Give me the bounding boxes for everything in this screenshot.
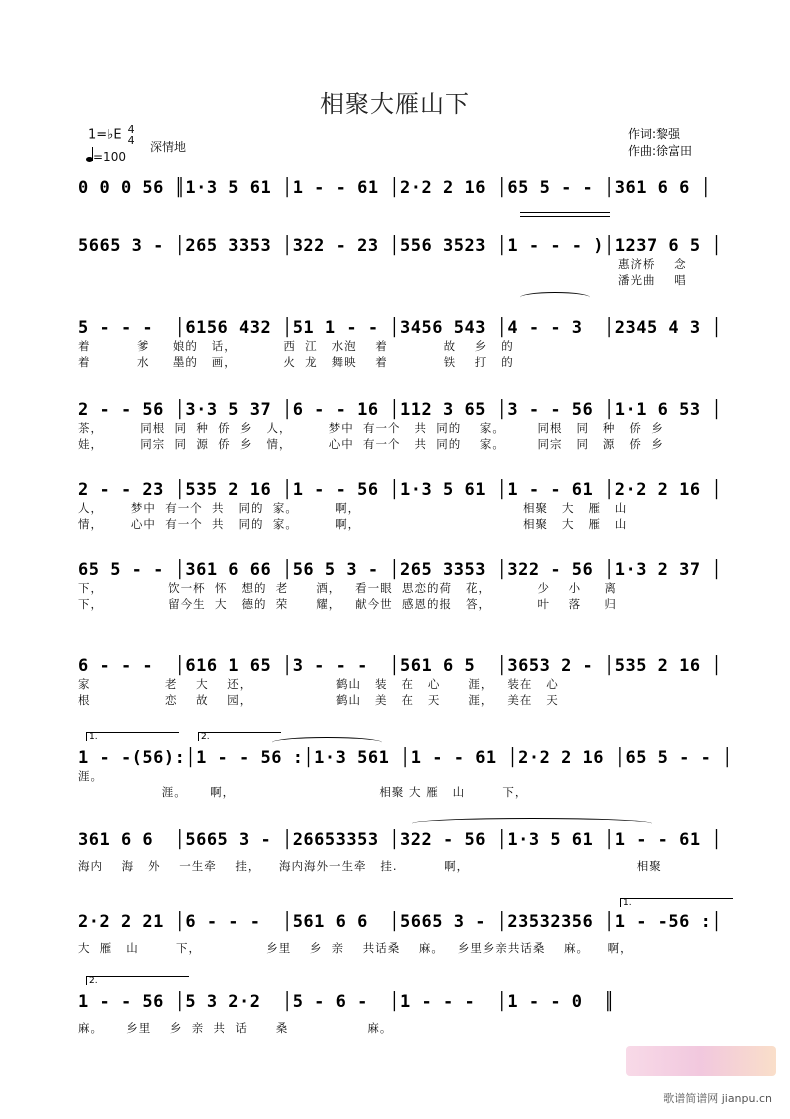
lyricist: 作词:黎强	[628, 127, 681, 141]
lyrics-verse-1: 着 爹 娘的 话， 西 江 水泡 着 故 乡 的	[78, 339, 514, 353]
second-ending: 2.	[198, 732, 281, 741]
key-label: 1=	[88, 127, 108, 143]
staff-line-5	[78, 480, 728, 532]
lyrics-verse-2: 着 水 墨的 画， 火 龙 舞映 着 铁 打 的	[78, 355, 514, 369]
lyrics-verse-2: 根 恋 故 园， 鹤山 美 在 天 涯， 美在 天	[78, 693, 559, 707]
staff-line-4	[78, 400, 728, 452]
first-ending: 1.	[86, 732, 179, 741]
time-signature	[128, 124, 135, 146]
lyrics: 海内 海 外 一生牵 挂， 海内海外一生牵 挂. 啊， 相聚	[78, 859, 662, 873]
lyrics-verse-2: 潘光曲 唱	[618, 273, 687, 287]
time-bottom: 4	[127, 134, 135, 147]
tempo-value: =100	[93, 150, 126, 164]
staff-line-6	[78, 560, 728, 612]
lyrics-verse-1: 茶， 同根 同 种 侨 乡 人， 梦中 有一个 共 同的 家。 同根 同 种 侨 乡	[78, 421, 664, 435]
notes: 5665 3 - │265 3353 │322 - 23 │556 3523 │1 - - - )│1237 6 5 │	[78, 236, 723, 256]
staff-line-11	[78, 992, 728, 1036]
lyrics-verse-2: 情， 心中 有一个 共 同的 家。 啊， 相聚 大 雁 山	[78, 517, 628, 531]
site-logo	[626, 1046, 776, 1076]
notes: 65 5 - - │361 6 66 │56 5 3 - │265 3353 │322 - 56 │1·3 2 37 │	[78, 560, 723, 580]
staff-line-8	[78, 748, 733, 800]
lyrics: 麻。 乡里 乡 亲 共 话 桑 麻。	[78, 1021, 393, 1035]
lyrics-verse-1: 家 老 大 还， 鹤山 装 在 心 涯， 装在 心	[78, 677, 559, 691]
lyrics-verse-1: 人， 梦中 有一个 共 同的 家。 啊， 相聚 大 雁 山	[78, 501, 628, 515]
notes: 0 0 0 56 ║1·3 5 61 │1 - - 61 │2·2 2 16 │65 5 - - │361 6 6 │	[78, 178, 712, 198]
time-top: 4	[127, 123, 135, 136]
lyrics-verse-1: 惠济桥 念	[618, 257, 687, 271]
staff-line-10	[78, 912, 728, 956]
composer: 作曲:徐富田	[628, 144, 693, 158]
first-ending-2: 1.	[620, 898, 733, 907]
credits	[628, 126, 692, 160]
notes: 1 - -(56):│1 - - 56 :│1·3 561 │1 - - 61 │2·2 2 16 │65 5 - - │	[78, 748, 733, 768]
notes: 1 - - 56 │5 3 2·2 │5 - 6 - │1 - - - │1 - - 0 ║	[78, 992, 615, 1012]
slur-mark	[520, 292, 590, 303]
lyrics: 大 雁 山 下， 乡里 乡 亲 共话桑 麻。 乡里乡亲共话桑 麻。 啊，	[78, 941, 633, 955]
notes: 2 - - 56 │3·3 5 37 │6 - - 16 │112 3 65 │3 - - 56 │1·1 6 53 │	[78, 400, 723, 420]
note-stem	[92, 147, 93, 161]
slur-mark	[272, 737, 382, 748]
key-note: E	[113, 127, 122, 143]
tempo-marking	[86, 150, 126, 165]
staff-line-2	[78, 236, 728, 288]
lyrics-verse-2: 下， 留今生 大 德的 荣 耀， 献今世 感恩的报 答， 叶 落 归	[78, 597, 617, 611]
key-signature	[88, 124, 135, 146]
staff-line-3	[78, 318, 728, 370]
staff-line-7	[78, 656, 728, 708]
site-footer	[663, 1090, 772, 1106]
staff-line-1	[78, 178, 728, 198]
staff-line-9	[78, 830, 728, 874]
lyrics-verse-1: 下， 饮一杯 怀 想的 老 酒， 看一眼 思恋的荷 花， 少 小 离	[78, 581, 617, 595]
notes: 6 - - - │616 1 65 │3 - - - │561 6 5 │3653 2 - │535 2 16 │	[78, 656, 723, 676]
fermata-line	[520, 212, 610, 213]
notes: 361 6 6 │5665 3 - │26653353 │322 - 56 │1·3 5 61 │1 - - 61 │	[78, 830, 723, 850]
site-url: jianpu.cn	[721, 1092, 772, 1105]
score-title: 相聚大雁山下	[320, 90, 470, 118]
notes: 2·2 2 21 │6 - - - │561 6 6 │5665 3 - │23532356 │1 - -56 :│	[78, 912, 723, 932]
expression-mark: 深情地	[150, 140, 187, 154]
lyrics-verse-2: 娃， 同宗 同 源 侨 乡 情， 心中 有一个 共 同的 家。 同宗 同 源 侨 乡	[78, 437, 664, 451]
notes: 5 - - - │6156 432 │51 1 - - │3456 543 │4 - - 3 │2345 4 3 │	[78, 318, 723, 338]
slur-mark	[412, 818, 652, 829]
fermata-line	[520, 216, 610, 217]
lyrics-line-b: 涯。 啊， 相聚 大 雁 山 下，	[78, 785, 528, 799]
lyrics-line-a: 涯。	[78, 769, 103, 783]
second-ending-2: 2.	[86, 976, 189, 985]
site-name: 歌谱简谱网	[663, 1092, 719, 1105]
notes: 2 - - 23 │535 2 16 │1 - - 56 │1·3 5 61 │1 - - 61 │2·2 2 16 │	[78, 480, 723, 500]
flat-sign: ♭	[107, 127, 114, 143]
